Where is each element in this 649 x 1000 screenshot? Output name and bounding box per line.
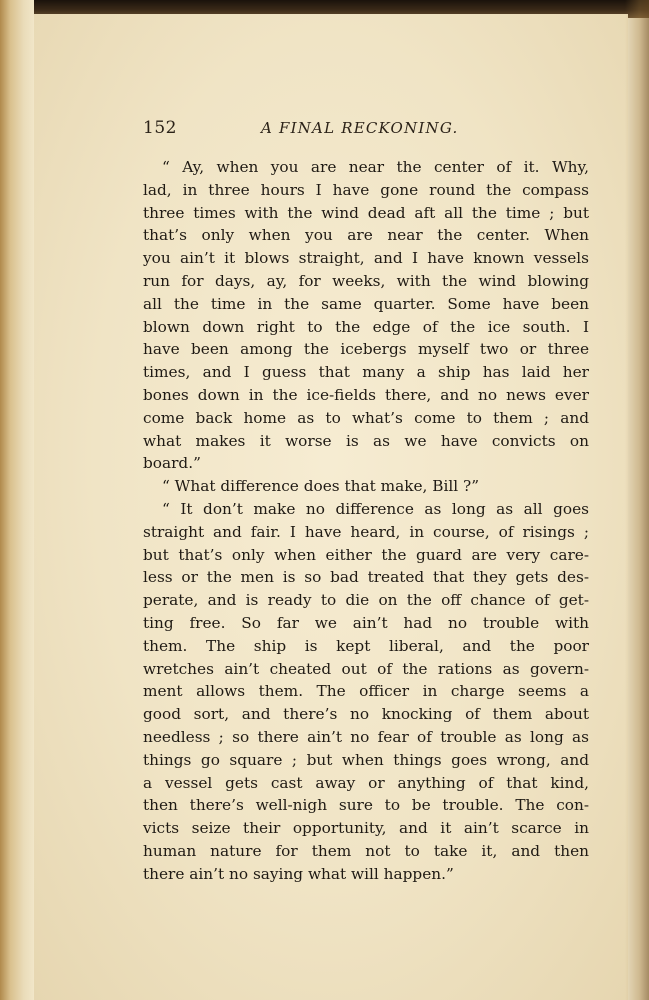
text-line: “ Ay, when you are near the center of it. Why, xyxy=(162,158,589,176)
text-line: things go square ; but when things goes wrong, and xyxy=(143,750,589,769)
text-line: less or the men is so bad treated that they gets des- xyxy=(143,568,589,587)
text-line: blown down right to the edge of the ice south. I xyxy=(143,317,589,336)
text-line: “ It don’t make no difference as long as all goes xyxy=(162,499,589,518)
text-line: victs seize their opportunity, and it ain’t scarce in xyxy=(143,819,589,838)
body-text xyxy=(143,156,589,886)
text-line: a vessel gets cast away or anything of that kind, xyxy=(143,773,589,792)
text-line: straight and fair. I have heard, in course, of risings ; xyxy=(143,522,589,541)
text-line: all the time in the same quarter. Some have been xyxy=(143,294,589,313)
text-line: good sort, and there’s no knocking of them about xyxy=(143,705,589,724)
running-head xyxy=(143,118,593,142)
text-line: there ain’t no saying what will happen.” xyxy=(143,864,454,883)
text-line: that’s only when you are near the center. When xyxy=(143,226,589,245)
text-line: needless ; so there ain’t no fear of trouble as long as xyxy=(143,727,589,746)
text-line: bones down in the ice-fields there, and no news ever xyxy=(143,385,589,404)
page-right-edge xyxy=(625,0,649,1000)
text-line: ment allows them. The officer in charge seems a xyxy=(143,682,589,701)
text-line: three times with the wind dead aft all the time ; but xyxy=(143,203,589,222)
binding-gutter xyxy=(0,0,34,1000)
text-line: what makes it worse is as we have convicts on xyxy=(143,431,589,450)
text-line: ting free. So far we ain’t had no trouble with xyxy=(143,613,589,632)
text-line: lad, in three hours I have gone round the compass xyxy=(143,180,589,199)
text-line: wretches ain’t cheated out of the rations as govern- xyxy=(143,659,589,678)
text-line: come back home as to what’s come to them ; and xyxy=(143,408,589,427)
text-line: but that’s only when either the guard are very care- xyxy=(143,545,589,564)
text-line: board.” xyxy=(143,454,201,473)
text-line: you ain’t it blows straight, and I have known vessels xyxy=(143,249,589,268)
page-number: 152 xyxy=(143,118,177,138)
text-line: “ What difference does that make, Bill ?” xyxy=(162,477,480,496)
text-line: times, and I guess that many a ship has laid her xyxy=(143,363,589,382)
running-title: A FINAL RECKONING. xyxy=(261,119,459,137)
text-line: have been among the icebergs myself two or three xyxy=(143,340,589,359)
text-line: human nature for them not to take it, and then xyxy=(143,841,589,860)
text-line: run for days, ay, for weeks, with the wind blowing xyxy=(143,271,589,290)
text-line: them. The ship is kept liberal, and the poor xyxy=(143,636,589,655)
text-line: then there’s well-nigh sure to be trouble. The con- xyxy=(143,796,589,815)
text-line: perate, and is ready to die on the off chance of get- xyxy=(143,591,589,610)
